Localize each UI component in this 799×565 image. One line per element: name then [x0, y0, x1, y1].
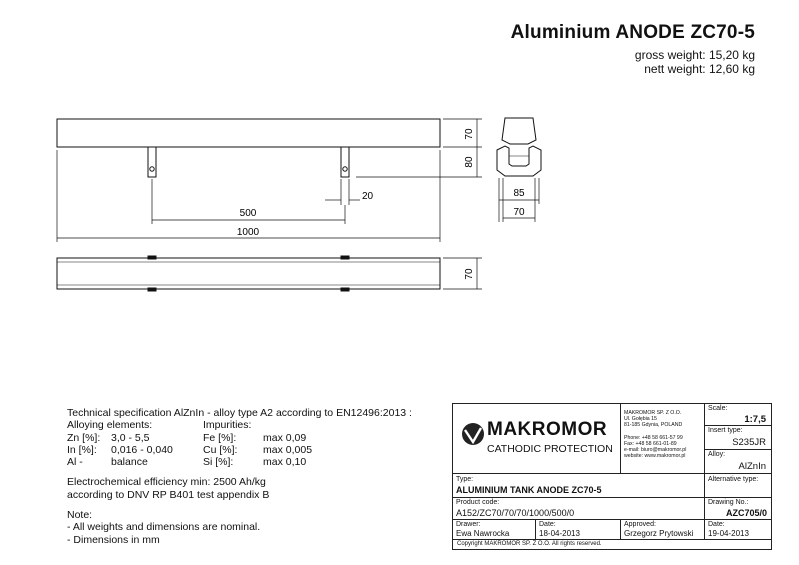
insert-right — [341, 147, 349, 177]
insert-value: S235JR — [732, 437, 766, 448]
address-line: Phone: +48 58 661-57 99 — [624, 434, 683, 441]
address-line: MAKROMOR SP. Z O.O. — [624, 410, 682, 416]
alloy-value: AlZnIn — [738, 461, 766, 472]
alloy-cell — [705, 450, 771, 474]
cross-section — [497, 118, 541, 176]
scale-label: Scale: — [708, 405, 728, 412]
anode-body-bottom — [57, 258, 440, 289]
impurity-max: max 0,005 — [263, 443, 313, 456]
scale-cell — [705, 404, 771, 426]
approved-value: Grzegorz Prytowski — [624, 529, 694, 538]
dim-80-side: 80 — [464, 156, 475, 168]
efficiency-line-2: according to DNV RP B401 test appendix B — [67, 488, 270, 501]
impurity-max: max 0,10 — [263, 456, 307, 469]
type-cell — [453, 474, 705, 498]
alt-type-label: Alternative type: — [708, 476, 759, 483]
logo-area — [453, 404, 621, 474]
drawing-no-value: AZC705/0 — [725, 508, 767, 518]
dim-500-label: 500 — [239, 208, 257, 219]
drawer-label: Drawer: — [456, 521, 481, 528]
company-name: MAKROMOR — [487, 419, 608, 440]
type-value: ALUMINIUM TANK ANODE ZC70-5 — [456, 485, 602, 495]
element-name: Al - — [67, 456, 83, 469]
alt-type-cell — [705, 474, 771, 498]
dim-70-bottom-label: 70 — [464, 268, 475, 280]
note-1: - All weights and dimensions are nominal. — [67, 521, 261, 534]
element-name: Zn [%]: — [67, 431, 101, 444]
impurity-name: Cu [%]: — [203, 443, 238, 456]
insert-label: Insert type: — [708, 427, 743, 434]
note-2: - Dimensions in mm — [67, 533, 160, 546]
product-label: Product code: — [456, 499, 500, 506]
date1-value: 18-04-2013 — [539, 529, 580, 538]
element-range: 3,0 - 5,5 — [111, 431, 150, 444]
date2-cell — [705, 520, 771, 540]
product-cell — [453, 498, 705, 520]
impurity-max: max 0,09 — [263, 431, 307, 444]
dim-70-side: 70 — [464, 128, 475, 140]
address-line: Ul. Gołębia 15 — [624, 416, 657, 423]
date1-cell — [536, 520, 621, 540]
type-label: Type: — [456, 476, 474, 483]
copyright: Copyright MAKROMOR SP. Z O.O. All rights reserved. — [457, 541, 602, 547]
anode-body-side — [57, 119, 440, 147]
side-view — [57, 119, 440, 177]
product-value: A152/ZC70/70/70/1000/500/0 — [456, 508, 575, 518]
gross-weight: gross weight: 15,20 kg — [634, 48, 755, 62]
date2-value: 19-04-2013 — [708, 529, 749, 538]
impurity-name: Si [%]: — [203, 456, 234, 469]
dim-85-label: 85 — [513, 188, 525, 199]
efficiency-line-1: Electrochemical efficiency min: 2500 Ah/kg — [67, 476, 266, 489]
drawing-title: Aluminium ANODE ZC70-5 — [510, 22, 755, 43]
spec-heading: Technical specification AlZnIn - alloy type A2 according to EN12496:2013 : — [67, 407, 412, 419]
dim-20 — [325, 179, 360, 205]
dim-20-label: 20 — [362, 191, 374, 202]
drawing-no-cell — [705, 498, 771, 520]
title-block — [452, 403, 772, 550]
drawer-cell — [453, 520, 536, 540]
drawer-value: Ewa Nawrocka — [456, 529, 510, 538]
company-address — [621, 404, 705, 474]
dim-70-section-label: 70 — [513, 207, 525, 218]
approved-cell — [621, 520, 705, 540]
address-line: Fax: +48 58 661-01-89 — [624, 440, 677, 447]
nett-weight: nett weight: 12,60 kg — [644, 62, 755, 76]
dim-1000-label: 1000 — [236, 227, 260, 238]
impurities-label: Impurities: — [203, 419, 252, 432]
address-line: e-mail: biuro@makromor.pl — [624, 447, 687, 454]
address-line: website: www.makromor.pl — [624, 453, 686, 460]
scale-value: 1:7,5 — [744, 414, 766, 425]
insert-hole-left — [150, 167, 154, 171]
element-range: balance — [111, 456, 148, 469]
approved-label: Approved: — [624, 521, 656, 528]
element-name: In [%]: — [67, 443, 97, 456]
date1-label: Date: — [539, 521, 556, 528]
impurity-name: Fe [%]: — [203, 431, 237, 444]
alloying-label: Alloying elements: — [67, 419, 153, 432]
note-label: Note: — [67, 509, 93, 522]
date2-label: Date: — [708, 521, 725, 528]
bottom-view — [57, 256, 440, 291]
address-line: 81-185 Gdynia, POLAND — [624, 422, 683, 429]
dim-70-bottom — [443, 258, 482, 289]
element-range: 0,016 - 0,040 — [111, 443, 173, 456]
insert-left — [148, 147, 156, 177]
insert-hole-right — [343, 167, 347, 171]
insert-cell — [705, 426, 771, 450]
makromor-logo-icon — [461, 422, 485, 446]
drawing-no-label: Drawing No.: — [708, 499, 749, 506]
company-subtitle: CATHODIC PROTECTION — [487, 443, 613, 455]
alloy-label: Alloy: — [708, 451, 726, 458]
